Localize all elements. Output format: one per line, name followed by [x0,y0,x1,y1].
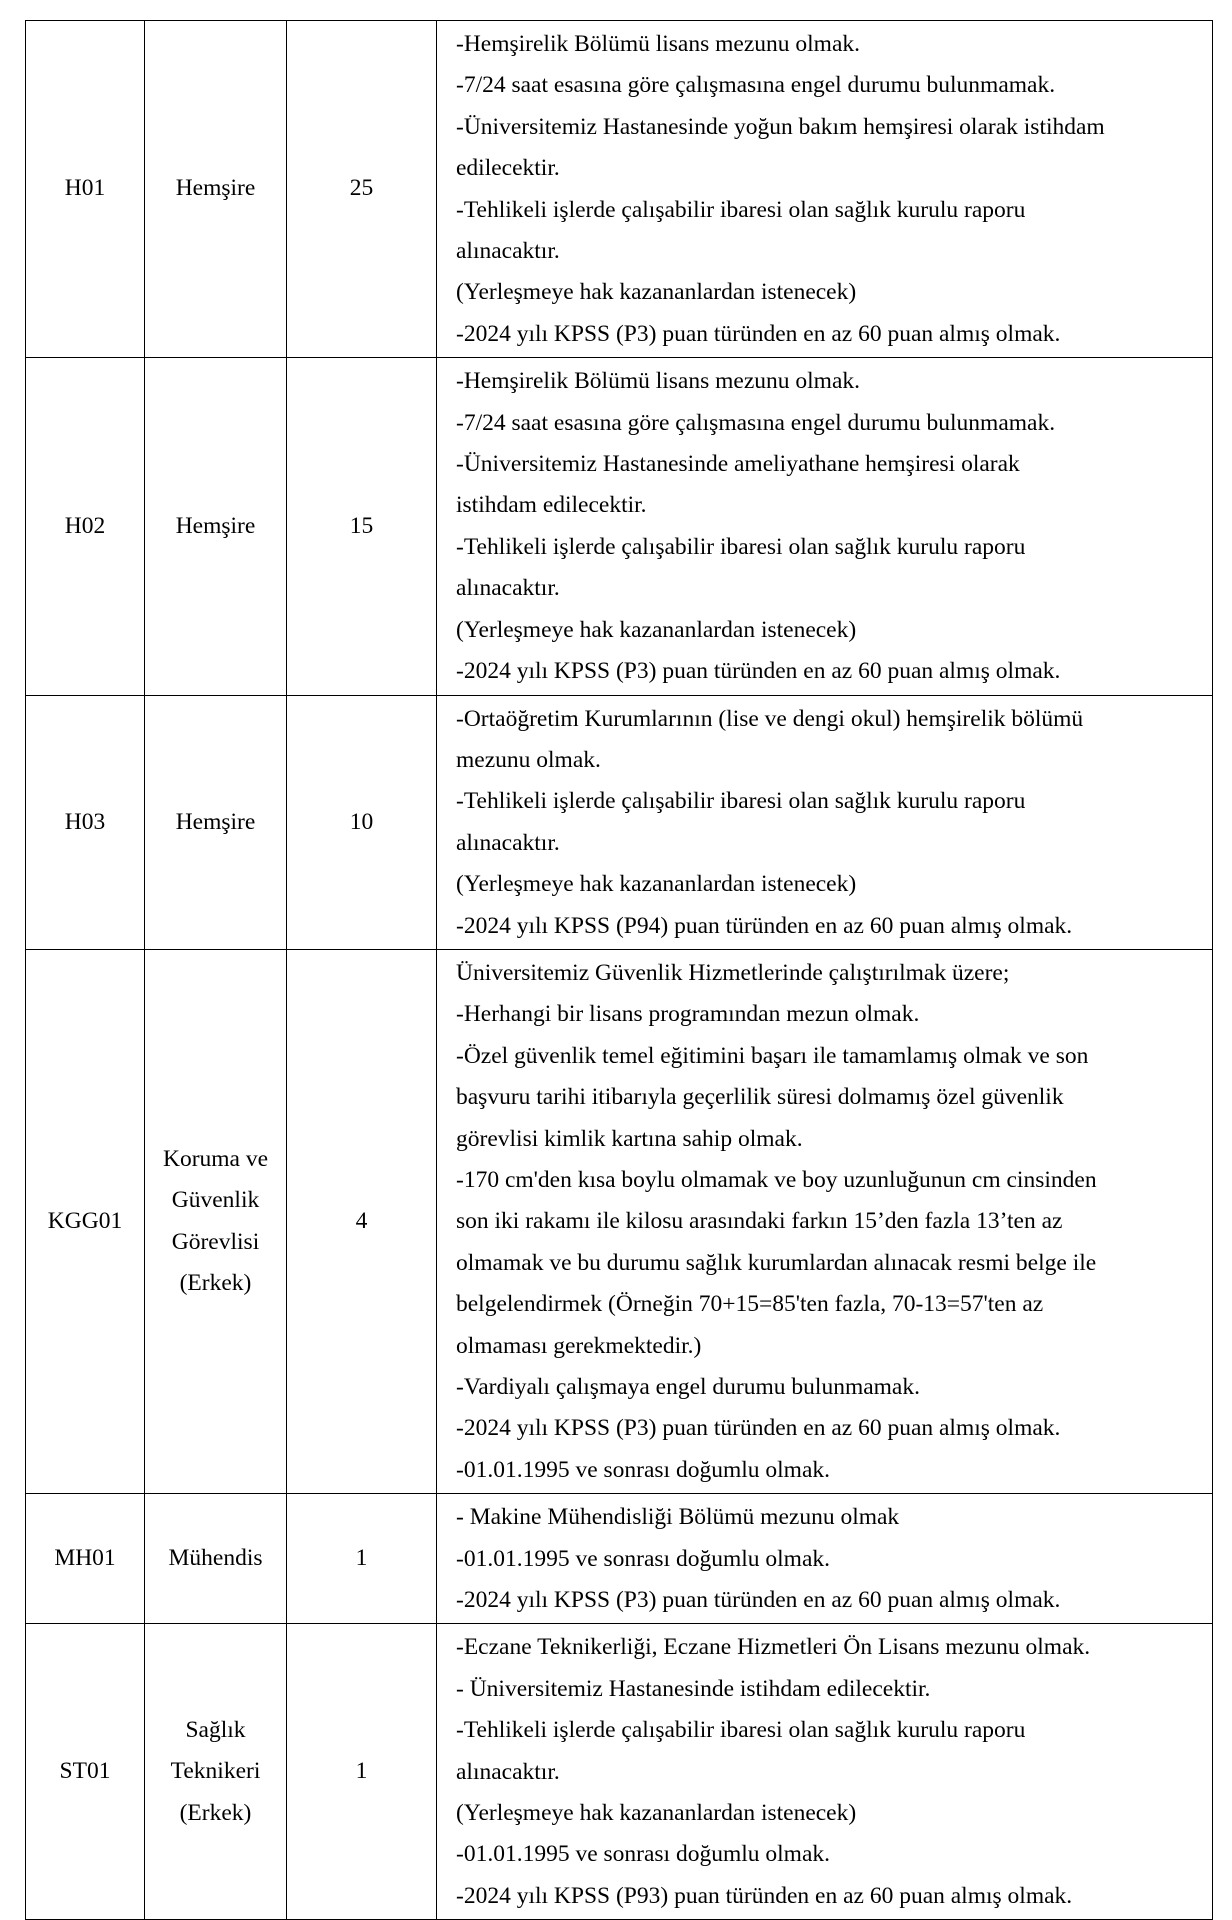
requirement-line: -Tehlikeli işlerde çalışabilir ibaresi olan sağlık kurulu raporu [456,196,1026,223]
requirement-line: -Eczane Teknikerliği, Eczane Hizmetleri Ön Lisans mezunu olmak. [456,1634,1091,1661]
requirement-line: olmaması gerekmektedir.) [456,1332,702,1359]
requirement-line: -Vardiyalı çalışmaya engel durumu bulunmamak. [456,1374,920,1400]
position-title-cell [145,358,287,695]
position-title-line: (Erkek) [179,1269,252,1296]
requirement-line: -Üniversitemiz Hastanesinde ameliyathane hemşiresi olarak [456,451,1020,478]
requirement-line: -2024 yılı KPSS (P3) puan türünden en az 60 puan almış olmak. [456,1415,1061,1442]
requirements-cell [437,949,1213,1493]
requirements-cell [437,358,1213,695]
requirement-line: -2024 yılı KPSS (P3) puan türünden en az 60 puan almış olmak. [456,320,1061,347]
requirement-line: alınacaktır. [456,575,560,602]
requirement-line: -Hemşirelik Bölümü lisans mezunu olmak. [456,368,861,395]
requirement-line: -01.01.1995 ve sonrası doğumlu olmak. [456,1841,831,1868]
position-count-cell: 1 [287,1624,437,1920]
position-title-cell [145,1624,287,1920]
requirements-cell [437,695,1213,949]
position-code-cell: ST01 [26,1624,145,1920]
requirement-line: -2024 yılı KPSS (P93) puan türünden en az 60 puan almış olmak. [456,1882,1073,1909]
position-count-cell: 1 [287,1494,437,1624]
position-code-cell: MH01 [26,1494,145,1624]
requirement-line: belgelendirmek (Örneğin 70+15=85'ten fazla, 70-13=57'ten az [456,1291,1044,1318]
table-row [26,21,1213,358]
position-title-cell [145,21,287,358]
position-code-cell: H02 [26,358,145,695]
position-count-cell: 25 [287,21,437,358]
requirements-cell [437,1494,1213,1624]
position-title-cell [145,949,287,1493]
requirement-line: Üniversitemiz Güvenlik Hizmetlerinde çalıştırılmak üzere; [456,959,1010,986]
table-row [26,1494,1213,1624]
position-title-cell [145,1494,287,1624]
requirement-line: edilecektir. [456,155,560,182]
requirement-line: alınacaktır. [456,1758,560,1785]
requirement-line: -Üniversitemiz Hastanesinde yoğun bakım hemşiresi olarak istihdam [456,113,1105,140]
position-count-cell: 10 [287,695,437,949]
position-code-cell: KGG01 [26,949,145,1493]
requirement-line: -Özel güvenlik temel eğitimini başarı ile tamamlamış olmak ve son [456,1042,1089,1069]
requirements-cell [437,1624,1213,1920]
requirement-line: -Tehlikeli işlerde çalışabilir ibaresi olan sağlık kurulu raporu [456,1717,1026,1744]
table-row [26,358,1213,695]
requirement-line: -Hemşirelik Bölümü lisans mezunu olmak. [456,31,861,57]
position-code-cell: H01 [26,21,145,358]
requirement-line: -2024 yılı KPSS (P3) puan türünden en az 60 puan almış olmak. [456,1587,1061,1614]
requirement-line: mezunu olmak. [456,746,601,773]
position-title-line: Sağlık [185,1716,246,1743]
requirement-line: -Ortaöğretim Kurumlarının (lise ve dengi okul) hemşirelik bölümü [456,705,1084,732]
requirement-line: -Tehlikeli işlerde çalışabilir ibaresi olan sağlık kurulu raporu [456,533,1026,560]
position-title-line: Güvenlik [171,1187,260,1214]
requirement-line: - Üniversitemiz Hastanesinde istihdam edilecektir. [456,1675,931,1702]
requirement-line: istihdam edilecektir. [456,492,647,519]
position-code-cell: H03 [26,695,145,949]
requirement-line: (Yerleşmeye hak kazananlardan istenecek) [456,1800,857,1827]
position-title-line: (Erkek) [179,1799,252,1826]
requirement-line: başvuru tarihi itibarıyla geçerlilik süresi dolmamış özel güvenlik [456,1084,1064,1111]
position-title-line: Hemşire [175,175,256,202]
requirement-line: -7/24 saat esasına göre çalışmasına engel durumu bulunmamak. [456,409,1056,436]
requirement-line: görevlisi kimlik kartına sahip olmak. [456,1125,803,1152]
requirement-line: (Yerleşmeye hak kazananlardan istenecek) [456,279,857,306]
position-title-line: Hemşire [175,808,256,835]
position-title-line: Mühendis [168,1545,263,1572]
position-title-cell [145,695,287,949]
table-row [26,695,1213,949]
requirements-table [25,20,1213,1920]
requirement-line: -01.01.1995 ve sonrası doğumlu olmak. [456,1545,831,1572]
requirement-line: -2024 yılı KPSS (P3) puan türünden en az 60 puan almış olmak. [456,658,1061,685]
position-count-cell: 4 [287,949,437,1493]
table-row [26,949,1213,1493]
requirement-line: (Yerleşmeye hak kazananlardan istenecek) [456,871,857,898]
requirements-cell [437,21,1213,358]
requirement-line: alınacaktır. [456,829,560,856]
requirement-line: -7/24 saat esasına göre çalışmasına engel durumu bulunmamak. [456,72,1056,99]
requirement-line: -Tehlikeli işlerde çalışabilir ibaresi olan sağlık kurulu raporu [456,788,1026,815]
position-title-line: Hemşire [175,512,256,539]
position-title-line: Görevlisi [171,1228,260,1255]
requirement-line: olmamak ve bu durumu sağlık kurumlardan alınacak resmi belge ile [456,1249,1097,1276]
requirement-line: -01.01.1995 ve sonrası doğumlu olmak. [456,1456,831,1483]
requirement-line: - Makine Mühendisliği Bölümü mezunu olmak [456,1504,900,1531]
requirement-line: (Yerleşmeye hak kazananlardan istenecek) [456,616,857,643]
requirement-line: son iki rakamı ile kilosu arasındaki farkın 15’den fazla 13’ten az [456,1208,1063,1235]
requirements-table-body [26,21,1213,1920]
requirement-line: -2024 yılı KPSS (P94) puan türünden en az 60 puan almış olmak. [456,912,1073,939]
requirement-line: -Herhangi bir lisans programından mezun olmak. [456,1001,920,1028]
requirement-line: -170 cm'den kısa boylu olmamak ve boy uzunluğunun cm cinsinden [456,1166,1097,1193]
position-count-cell: 15 [287,358,437,695]
requirement-line: alınacaktır. [456,238,560,265]
table-row [26,1624,1213,1920]
position-title-line: Koruma ve [162,1145,269,1172]
position-title-line: Teknikeri [170,1758,261,1785]
